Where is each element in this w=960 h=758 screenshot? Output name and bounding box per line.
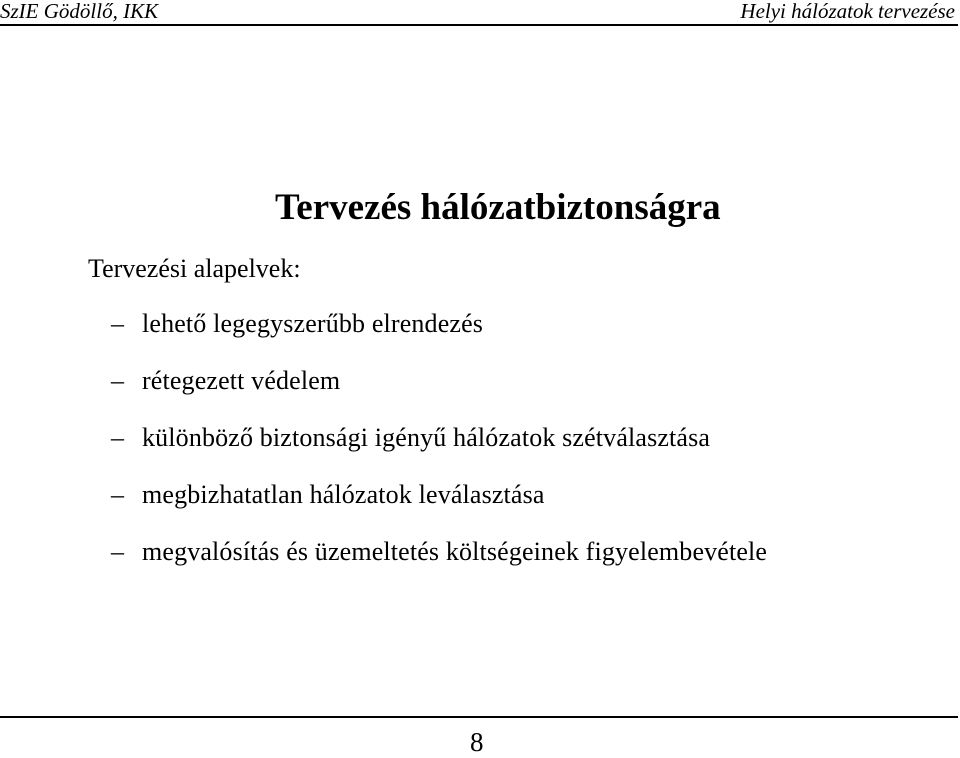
dash-marker: – [111,423,125,452]
list-item [111,423,710,453]
list-item-text: rétegezett védelem [142,366,341,395]
dash-marker: – [111,309,125,338]
dash-marker: – [111,366,125,395]
list-item [111,366,340,396]
page-number: 8 [470,727,484,757]
list-item [111,537,767,567]
list-item-text: megvalósítás és üzemeltetés költségeinek figyelembevétele [142,537,768,566]
dash-marker: – [111,480,125,509]
list-item-text: megbizhatatlan hálózatok leválasztása [142,480,545,509]
header-right-text: Helyi hálózatok tervezése [740,0,955,23]
slide-title: Tervezés hálózatbiztonságra [275,187,721,228]
header-left-text: SzIE Gödöllő, IKK [0,0,159,23]
footer-rule [0,716,958,718]
list-item [111,309,483,339]
list-item-text: lehető legegyszerűbb elrendezés [142,309,484,338]
intro-text: Tervezési alapelvek: [88,254,301,283]
list-item-text: különböző biztonsági igényű hálózatok szétválasztása [142,423,711,452]
header-rule [0,24,958,26]
dash-marker: – [111,537,125,566]
list-item [111,480,545,510]
